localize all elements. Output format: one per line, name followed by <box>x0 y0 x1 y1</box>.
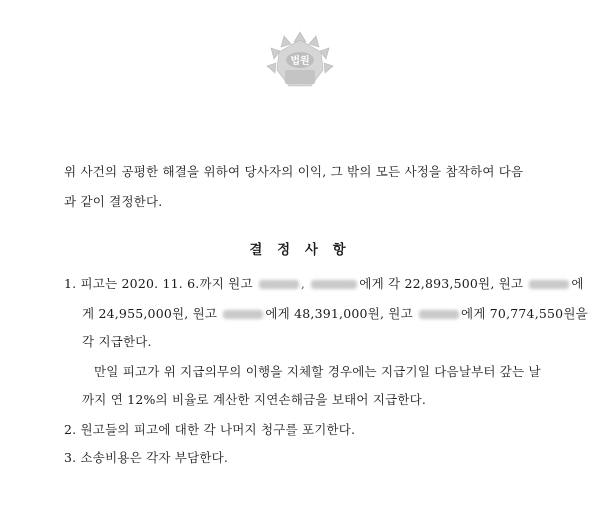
item-3-line <box>64 450 228 466</box>
intro-line-1: 위 사건의 공평한 해결을 위하여 당사자의 이익, 그 밖의 모든 사정을 참작하여 다음 <box>64 164 524 179</box>
item-1-text-part-5: 에게 48,391,000원, 원고 <box>265 306 413 321</box>
item-1-text-part-3: 에 <box>571 276 584 291</box>
item-1-text-part-1: 피고는 2020. 11. 6.까지 원고 <box>80 276 253 291</box>
redacted-name <box>311 280 357 289</box>
item-2-text: 원고들의 피고에 대한 각 나머지 청구를 포기한다. <box>80 422 356 437</box>
section-heading: 결 정 사 항 <box>249 242 351 258</box>
redacted-name <box>223 310 263 319</box>
item-2-line <box>64 422 355 438</box>
item-3-number: 3. <box>64 450 77 465</box>
item-1-number: 1. <box>64 276 77 291</box>
name-separator: , <box>300 276 306 291</box>
item-1-text-part-2: 에게 각 22,893,500원, 원고 <box>359 276 524 291</box>
item-1-line-3: 각 지급한다. <box>82 334 152 349</box>
item-1-text-part-4: 게 24,955,000원, 원고 <box>82 306 218 321</box>
seal-label: 법원 <box>290 56 310 67</box>
intro-line-2: 과 같이 결정한다. <box>64 194 163 209</box>
redacted-name <box>529 280 569 289</box>
item-2-number: 2. <box>64 422 77 437</box>
redacted-name <box>419 310 459 319</box>
court-seal-icon <box>263 30 337 96</box>
redacted-name <box>259 280 299 289</box>
item-1-line-1 <box>64 276 584 292</box>
item-1-line-5: 까지 연 12%의 비율로 계산한 지연손해금을 보태어 지급한다. <box>82 392 427 407</box>
item-1-line-4: 만일 피고가 위 지급의무의 이행을 지체할 경우에는 지급기일 다음날부터 갚는 날 <box>94 364 541 379</box>
item-1-text-part-6: 에게 70,774,550원을 <box>461 306 588 321</box>
item-1-line-2 <box>82 306 588 322</box>
item-3-text: 소송비용은 각자 부담한다. <box>80 450 229 465</box>
